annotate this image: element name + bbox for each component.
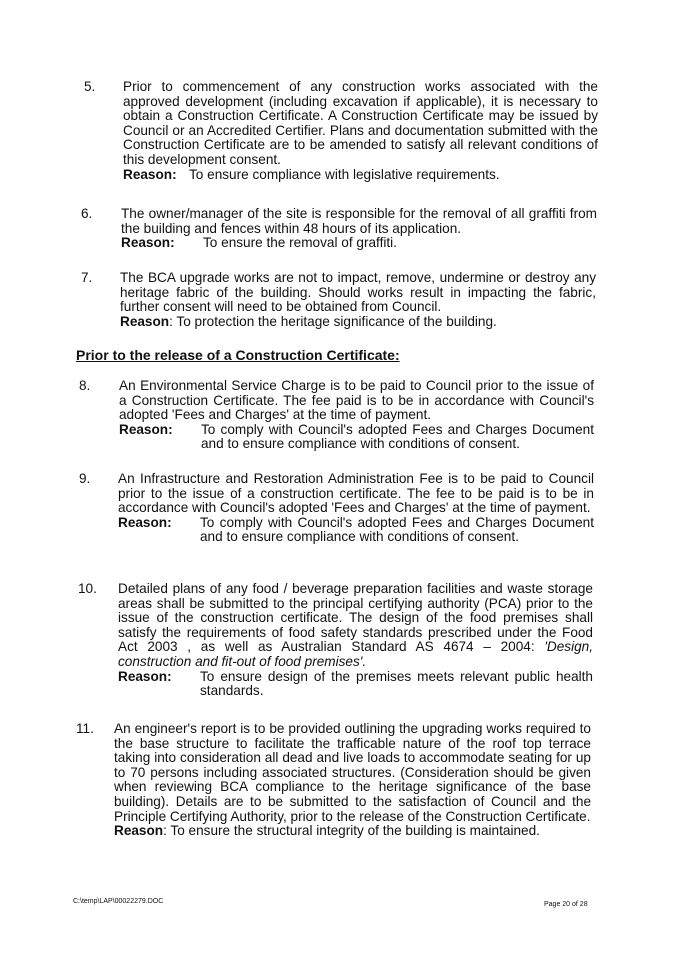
condition-text-italic: 'Design, construction and fit-out of food premises'. (118, 639, 594, 669)
condition-body (123, 80, 598, 182)
footer-page-number: Page 20 of 28 (544, 901, 588, 908)
reason-text: To comply with Council's adopted Fees and Charges Document and to ensure compliance with conditions of consent. (200, 514, 594, 545)
reason-text: To ensure compliance with legislative requirements. (189, 166, 500, 182)
reason-line (114, 824, 591, 839)
condition-number: 7. (81, 270, 93, 285)
reason-line (119, 423, 594, 452)
condition-text: Detailed plans of any food / beverage preparation facilities and waste storage areas shall be submitted to the principal certifying authority (PCA) prior to the issue of the construction certificate. The design of the food premises shall satisfy the requirements of food safety standards prescribed under the Food Act 2003 , as well as Australian Standard AS 4674 – 2004: (118, 581, 593, 655)
reason-line (118, 516, 594, 545)
reason-text: To ensure the removal of graffiti. (203, 235, 397, 251)
reason-label: Reason: (123, 166, 177, 182)
reason-line (121, 236, 597, 251)
reason-label: Reason: (121, 235, 175, 251)
condition-number: 8. (79, 378, 91, 393)
reason-line (118, 670, 593, 699)
condition-text: An Environmental Service Charge is to be paid to Council prior to the issue of a Construction Certificate. The fee paid is to be in accordance with Council's adopted 'Fees and Charges' at the time of payment. (119, 378, 594, 423)
condition-number: 5. (84, 79, 96, 94)
condition-text: Prior to commencement of any construction works associated with the approved development (including excavation if applicable), it is necessary to obtain a Construction Certificate. A Construction Certificate may be issued by Council or an Accredited Certifier. Plans and documentation submitted with the Construction Certificate are to be amended to satisfy all relevant conditions of this development consent. (123, 79, 598, 167)
reason-label: Reason: (118, 668, 172, 684)
condition-body (119, 379, 594, 452)
condition-text: An Infrastructure and Restoration Administration Fee is to be paid to Council prior to the issue of a construction certificate. The fee to be paid is to be in accordance with Council's adopted 'Fees and Charges' at the time of payment. (118, 471, 594, 516)
reason-label: Reason (114, 823, 164, 839)
footer-file-path: C:\temp\LAP\00022279.DOC (73, 898, 164, 905)
condition-number: 6. (81, 206, 93, 221)
reason-label: Reason: (119, 421, 173, 437)
reason-text: To comply with Council's adopted Fees and Charges Document and to ensure compliance with conditions of consent. (201, 421, 594, 452)
condition-text: An engineer's report is to be provided outlining the upgrading works required to the base structure to facilitate the trafficable nature of the roof top terrace taking into consideration all dead and live loads to accommodate seating for up to 70 persons including associated structures. (Consideration should be given when reviewing BCA compliance to the heritage significance of the base building). Details are to be submitted to the satisfaction of Council and the Principle Certifying Authority, prior to the release of the Construction Certificate. (114, 721, 591, 824)
condition-body (118, 472, 594, 545)
reason-line (123, 168, 598, 183)
reason-text: : To protection the heritage significance of the building. (169, 313, 497, 329)
reason-text: : To ensure the structural integrity of the building is maintained. (163, 823, 540, 839)
condition-number: 10. (78, 581, 97, 596)
reason-label: Reason (120, 313, 170, 329)
reason-text: To ensure design of the premises meets relevant public health standards. (200, 668, 593, 699)
condition-body (120, 271, 596, 329)
condition-text: The BCA upgrade works are not to impact, remove, undermine or destroy any heritage fabric of the building. Should works result in impacting the fabric, further consent will need to be obtained from Council. (120, 270, 596, 315)
condition-body (114, 722, 591, 839)
section-heading: Prior to the release of a Construction Certificate: (76, 347, 400, 363)
reason-label: Reason: (118, 514, 172, 530)
condition-text: The owner/manager of the site is responsible for the removal of all graffiti from the building and fences within 48 hours of its application. (121, 206, 597, 236)
condition-body (121, 207, 597, 251)
reason-line (120, 315, 596, 330)
condition-body (118, 582, 593, 699)
condition-number: 11. (76, 721, 94, 736)
condition-number: 9. (79, 471, 91, 486)
